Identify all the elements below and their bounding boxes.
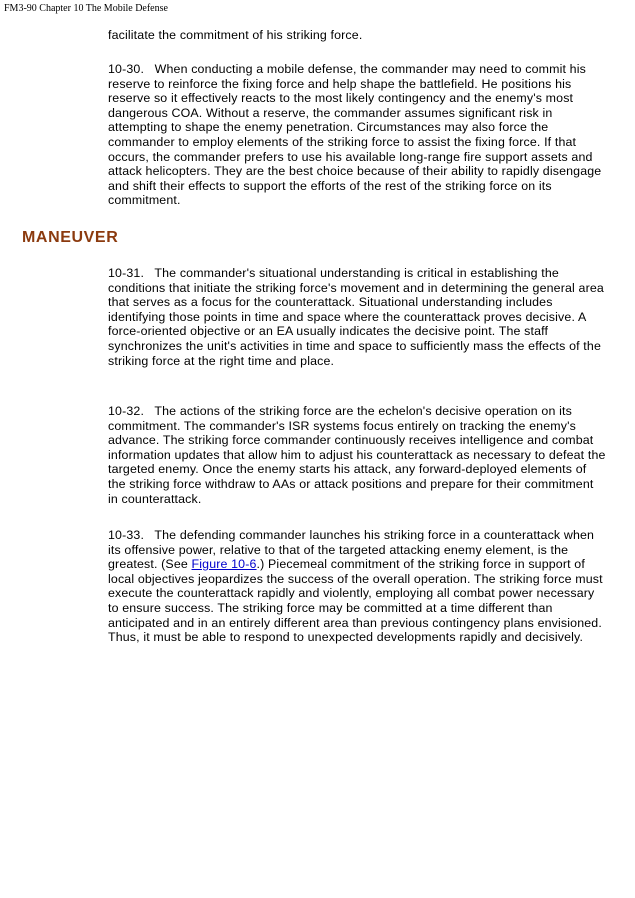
paragraph-10-32 — [108, 404, 606, 506]
paragraph-number: 10-33. — [108, 528, 145, 542]
section-heading-maneuver: MANEUVER — [22, 229, 119, 246]
continued-paragraph-text: facilitate the commitment of his striking force. — [108, 28, 363, 42]
figure-10-6-link[interactable]: Figure 10-6 — [191, 557, 257, 572]
paragraph-text: When conducting a mobile defense, the commander may need to commit his reserve to reinforce the fixing force and help shape the battlefield. He positions his reserve so it effectively reacts to the most likely contingency and the enemy's most dangerous COA. Without a reserve, the commander assumes significant risk in attempting to shape the enemy penetration. Circumstances may also force the commander to employ elements of the striking force to assist the fixing force. If that occurs, the commander prefers to use his available long-range fire support assets and attack helicopters. They are the best choice because of their ability to rapidly disengage and shift their effects to support the efforts of the rest of the striking force on its commitment. — [108, 62, 602, 208]
paragraph-body — [108, 266, 606, 368]
paragraph-text: The actions of the striking force are the echelon's decisive operation on its commitment. The commander's ISR systems focus entirely on tracking the enemy's advance. The striking force commander continuously receives intelligence and combat information updates that allow him to adjust his counterattack as necessary to defeat the targeted enemy. Once the enemy starts his attack, any forward-deployed elements of the striking force withdraw to AAs or attack positions and prepare for their commitment in counterattack. — [108, 404, 606, 506]
paragraph-body — [108, 404, 606, 506]
running-header: FM3-90 Chapter 10 The Mobile Defense — [4, 3, 168, 14]
paragraph-number: 10-30. — [108, 62, 145, 76]
paragraph-10-33 — [108, 528, 606, 645]
paragraph-number: 10-32. — [108, 404, 145, 418]
paragraph-text-before-link: The defending commander launches his striking force in a counterattack when its offensive power, relative to that of the targeted attacking enemy element, is the greatest. (See — [108, 528, 595, 572]
paragraph-body — [108, 62, 606, 208]
paragraph-body — [108, 528, 606, 645]
continued-paragraph — [108, 28, 606, 43]
paragraph-number: 10-31. — [108, 266, 145, 280]
paragraph-10-31 — [108, 266, 606, 368]
paragraph-text-after-link: .) Piecemeal commitment of the striking force in support of local objectives jeopardizes the success of the overall operation. The striking force must execute the counterattack rapidly and violently, employing all combat power necessary to ensure success. The striking force may be committed at a time different than anticipated and in an entirely different area than previous contingency plans envisioned. Thus, it must be able to respond to unexpected developments rapidly and decisively. — [108, 557, 603, 645]
paragraph-10-30 — [108, 62, 606, 208]
paragraph-text: The commander's situational understanding is critical in establishing the conditions that initiate the striking force's movement and in determining the general area that serves as a focus for the counterattack. Situational understanding includes identifying those points in time and space where the counterattack proves decisive. A force-oriented objective or an EA usually indicates the decisive point. The staff synchronizes the unit's activities in time and space to sufficiently mass the effects of the striking force at the right time and place. — [108, 266, 604, 368]
